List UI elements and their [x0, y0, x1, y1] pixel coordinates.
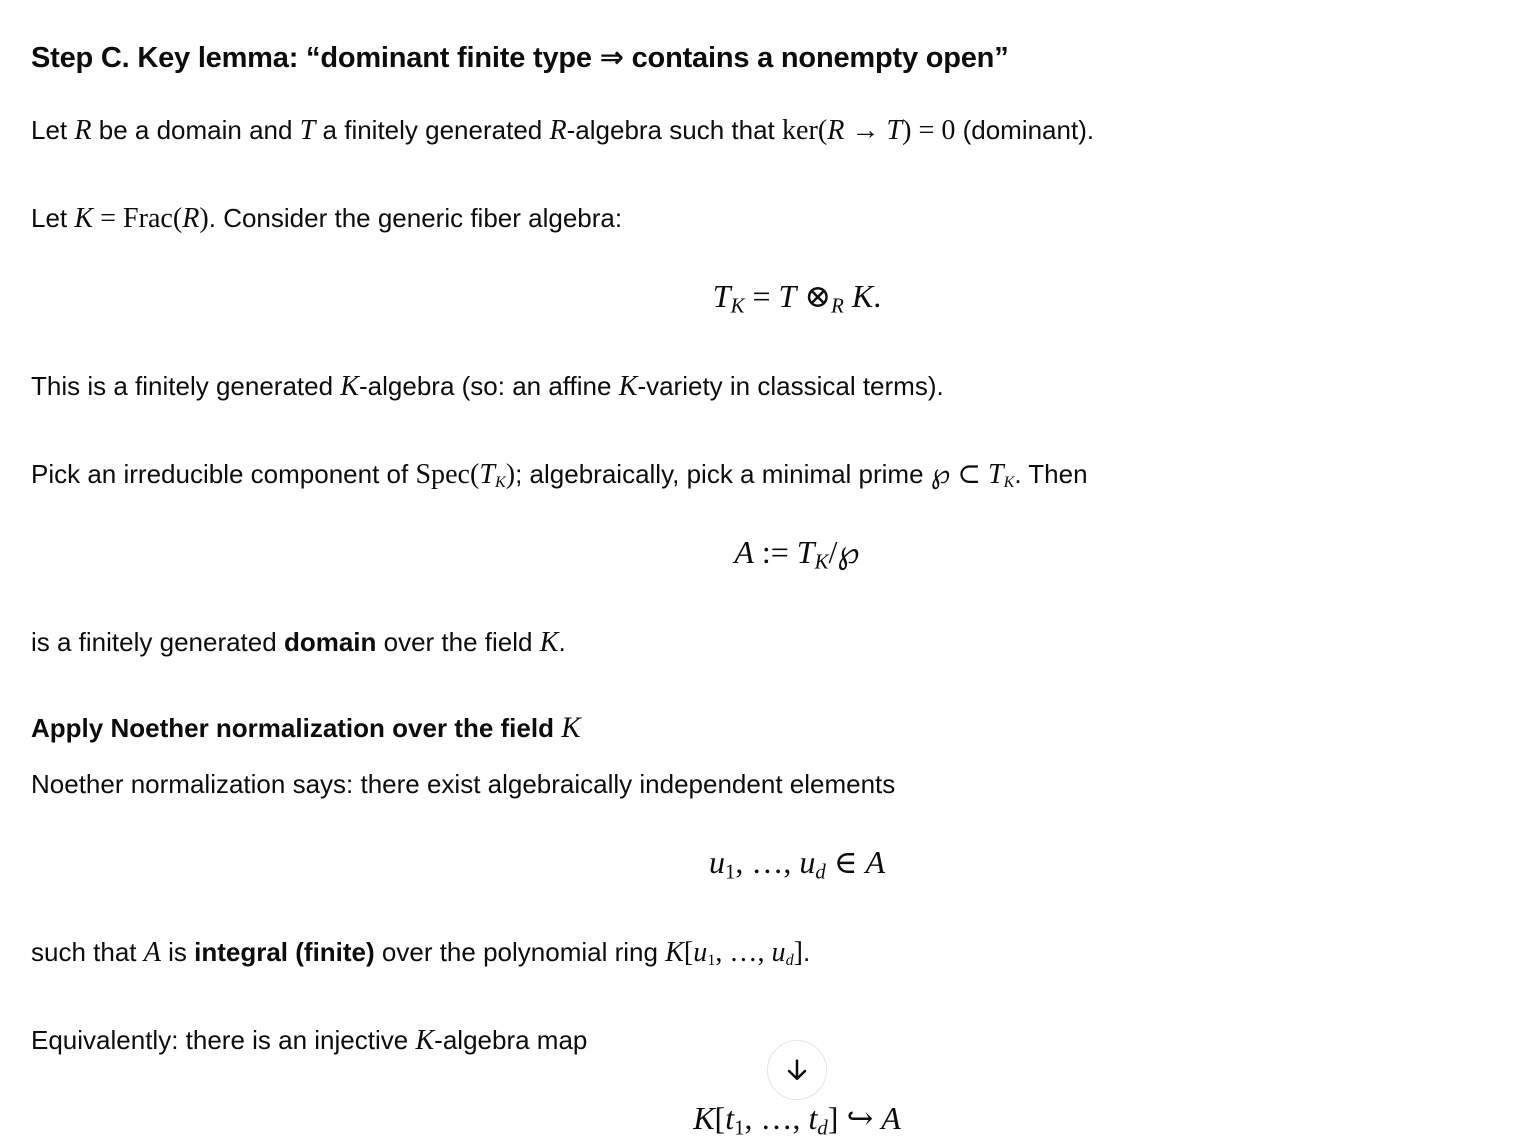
math-segment: Spec( [415, 459, 480, 490]
text-segment: -algebra map [434, 1025, 588, 1055]
math-segment: ) = 0 [902, 115, 956, 146]
math-segment: ∈ [825, 844, 866, 880]
math-segment: A [865, 844, 886, 880]
math-segment: ) [505, 459, 516, 490]
math-segment: . [873, 278, 882, 314]
text-segment: ; algebraically, pick a minimal prime [515, 459, 931, 489]
math-segment: T [712, 278, 731, 314]
text-segment: -algebra such that [566, 115, 782, 145]
math-segment: A [143, 937, 161, 968]
math-segment: d [815, 860, 826, 884]
para-let-k-frac [31, 198, 1532, 239]
equation-quotient [31, 529, 1532, 575]
text-segment: Apply Noether normalization over the field [31, 713, 562, 743]
text-segment: over the polynomial ring [374, 937, 666, 967]
math-segment: u [771, 937, 786, 968]
math-segment: R [182, 203, 200, 234]
text-segment: Pick an irreducible component of [31, 459, 416, 489]
math-segment: K [851, 278, 874, 314]
math-segment: , …, [744, 1100, 809, 1136]
math-segment: ker( [781, 115, 828, 146]
math-segment: = Frac( [93, 203, 183, 234]
math-segment: 1 [707, 952, 716, 970]
text-segment: (dominant). [955, 115, 1095, 145]
para-integral-finite [31, 932, 1532, 973]
math-segment: [ [683, 937, 694, 968]
math-segment: , …, [735, 844, 800, 880]
math-segment: K [74, 203, 94, 234]
text-segment: integral (finite) [194, 937, 375, 967]
math-segment: K [495, 474, 506, 492]
math-segment: ⊗ [796, 278, 832, 314]
math-segment: ] ↪ [827, 1100, 882, 1136]
text-segment: This is a finitely generated [31, 371, 341, 401]
math-segment: 1 [724, 860, 736, 884]
math-segment: K [340, 371, 360, 402]
text-segment: . [803, 937, 811, 967]
math-segment: R [831, 294, 844, 318]
math-segment: T [778, 278, 797, 314]
math-segment: K [665, 937, 684, 968]
math-segment: T [796, 534, 815, 570]
math-segment: u [708, 844, 725, 880]
math-segment: t [725, 1100, 735, 1136]
math-segment: K [415, 1025, 435, 1056]
math-segment: A [734, 534, 754, 570]
math-segment: ] [793, 937, 803, 968]
math-segment: A [881, 1100, 901, 1136]
math-segment: u [799, 844, 816, 880]
text-segment: . Consider the generic fiber algebra: [208, 203, 623, 233]
para-finitely-generated-domain [31, 622, 1532, 663]
math-segment: T [987, 459, 1004, 490]
math-segment: R [827, 115, 845, 146]
para-finitely-generated-k-algebra [31, 366, 1532, 407]
text-segment: Equivalently: there is an injective [31, 1025, 416, 1055]
math-segment: , …, [715, 937, 772, 968]
equation-generic-fiber [31, 273, 1532, 319]
math-segment: = [744, 278, 779, 314]
math-segment: 1 [734, 1116, 745, 1140]
math-segment: [ [714, 1100, 726, 1136]
math-segment: R [549, 115, 567, 146]
text-segment: -variety in classical terms). [637, 371, 944, 401]
math-segment: d [785, 952, 794, 970]
math-segment: K [539, 627, 559, 658]
math-segment: ) [199, 203, 209, 234]
text-segment: Let [31, 203, 75, 233]
math-segment: u [693, 937, 708, 968]
math-segment: d [817, 1116, 828, 1140]
math-segment: t [808, 1100, 818, 1136]
text-segment: Let [31, 115, 75, 145]
math-segment: R [74, 115, 92, 146]
text-segment: is [160, 937, 195, 967]
text-segment: such that [31, 937, 144, 967]
para-noether-says: Noether normalization says: there exist algebraically independent elements [31, 769, 896, 799]
down-arrow-icon [782, 1055, 812, 1085]
math-segment: ⊂ [950, 459, 988, 490]
para-pick-irreducible-component [31, 454, 1532, 495]
para-let-r-domain [31, 110, 1532, 151]
equation-independent-elements [31, 839, 1532, 885]
text-segment: a finitely generated [315, 115, 550, 145]
equation-polynomial-inclusion [31, 1095, 1532, 1141]
math-segment: K [814, 550, 829, 574]
math-segment: T [886, 115, 903, 146]
math-segment: T [479, 459, 495, 490]
math-segment: K [561, 712, 581, 744]
math-segment: → [844, 115, 887, 146]
text-segment: . Then [1014, 459, 1088, 489]
math-segment: ℘ [930, 459, 951, 490]
math-segment: K [1003, 474, 1015, 492]
math-segment: := [753, 534, 797, 570]
text-segment: -algebra (so: an affine [359, 371, 619, 401]
math-segment: K [618, 371, 638, 402]
subheading-noether-normalization [31, 710, 1532, 747]
chat-message [31, 0, 1532, 1141]
math-segment: T [299, 115, 316, 146]
text-segment: be a domain and [91, 115, 300, 145]
text-segment: domain [283, 627, 377, 657]
math-segment: /℘ [828, 534, 860, 570]
math-segment [844, 278, 852, 314]
text-segment: over the field [376, 627, 540, 657]
text-segment: is a finitely generated [31, 627, 284, 657]
section-heading: Step C. Key lemma: “dominant finite type ⇒ contains a nonempty open” [31, 42, 1009, 74]
math-segment: K [693, 1100, 715, 1136]
math-segment: K [730, 294, 745, 318]
text-segment: . [558, 627, 566, 657]
scroll-to-bottom-button[interactable] [767, 1040, 827, 1100]
